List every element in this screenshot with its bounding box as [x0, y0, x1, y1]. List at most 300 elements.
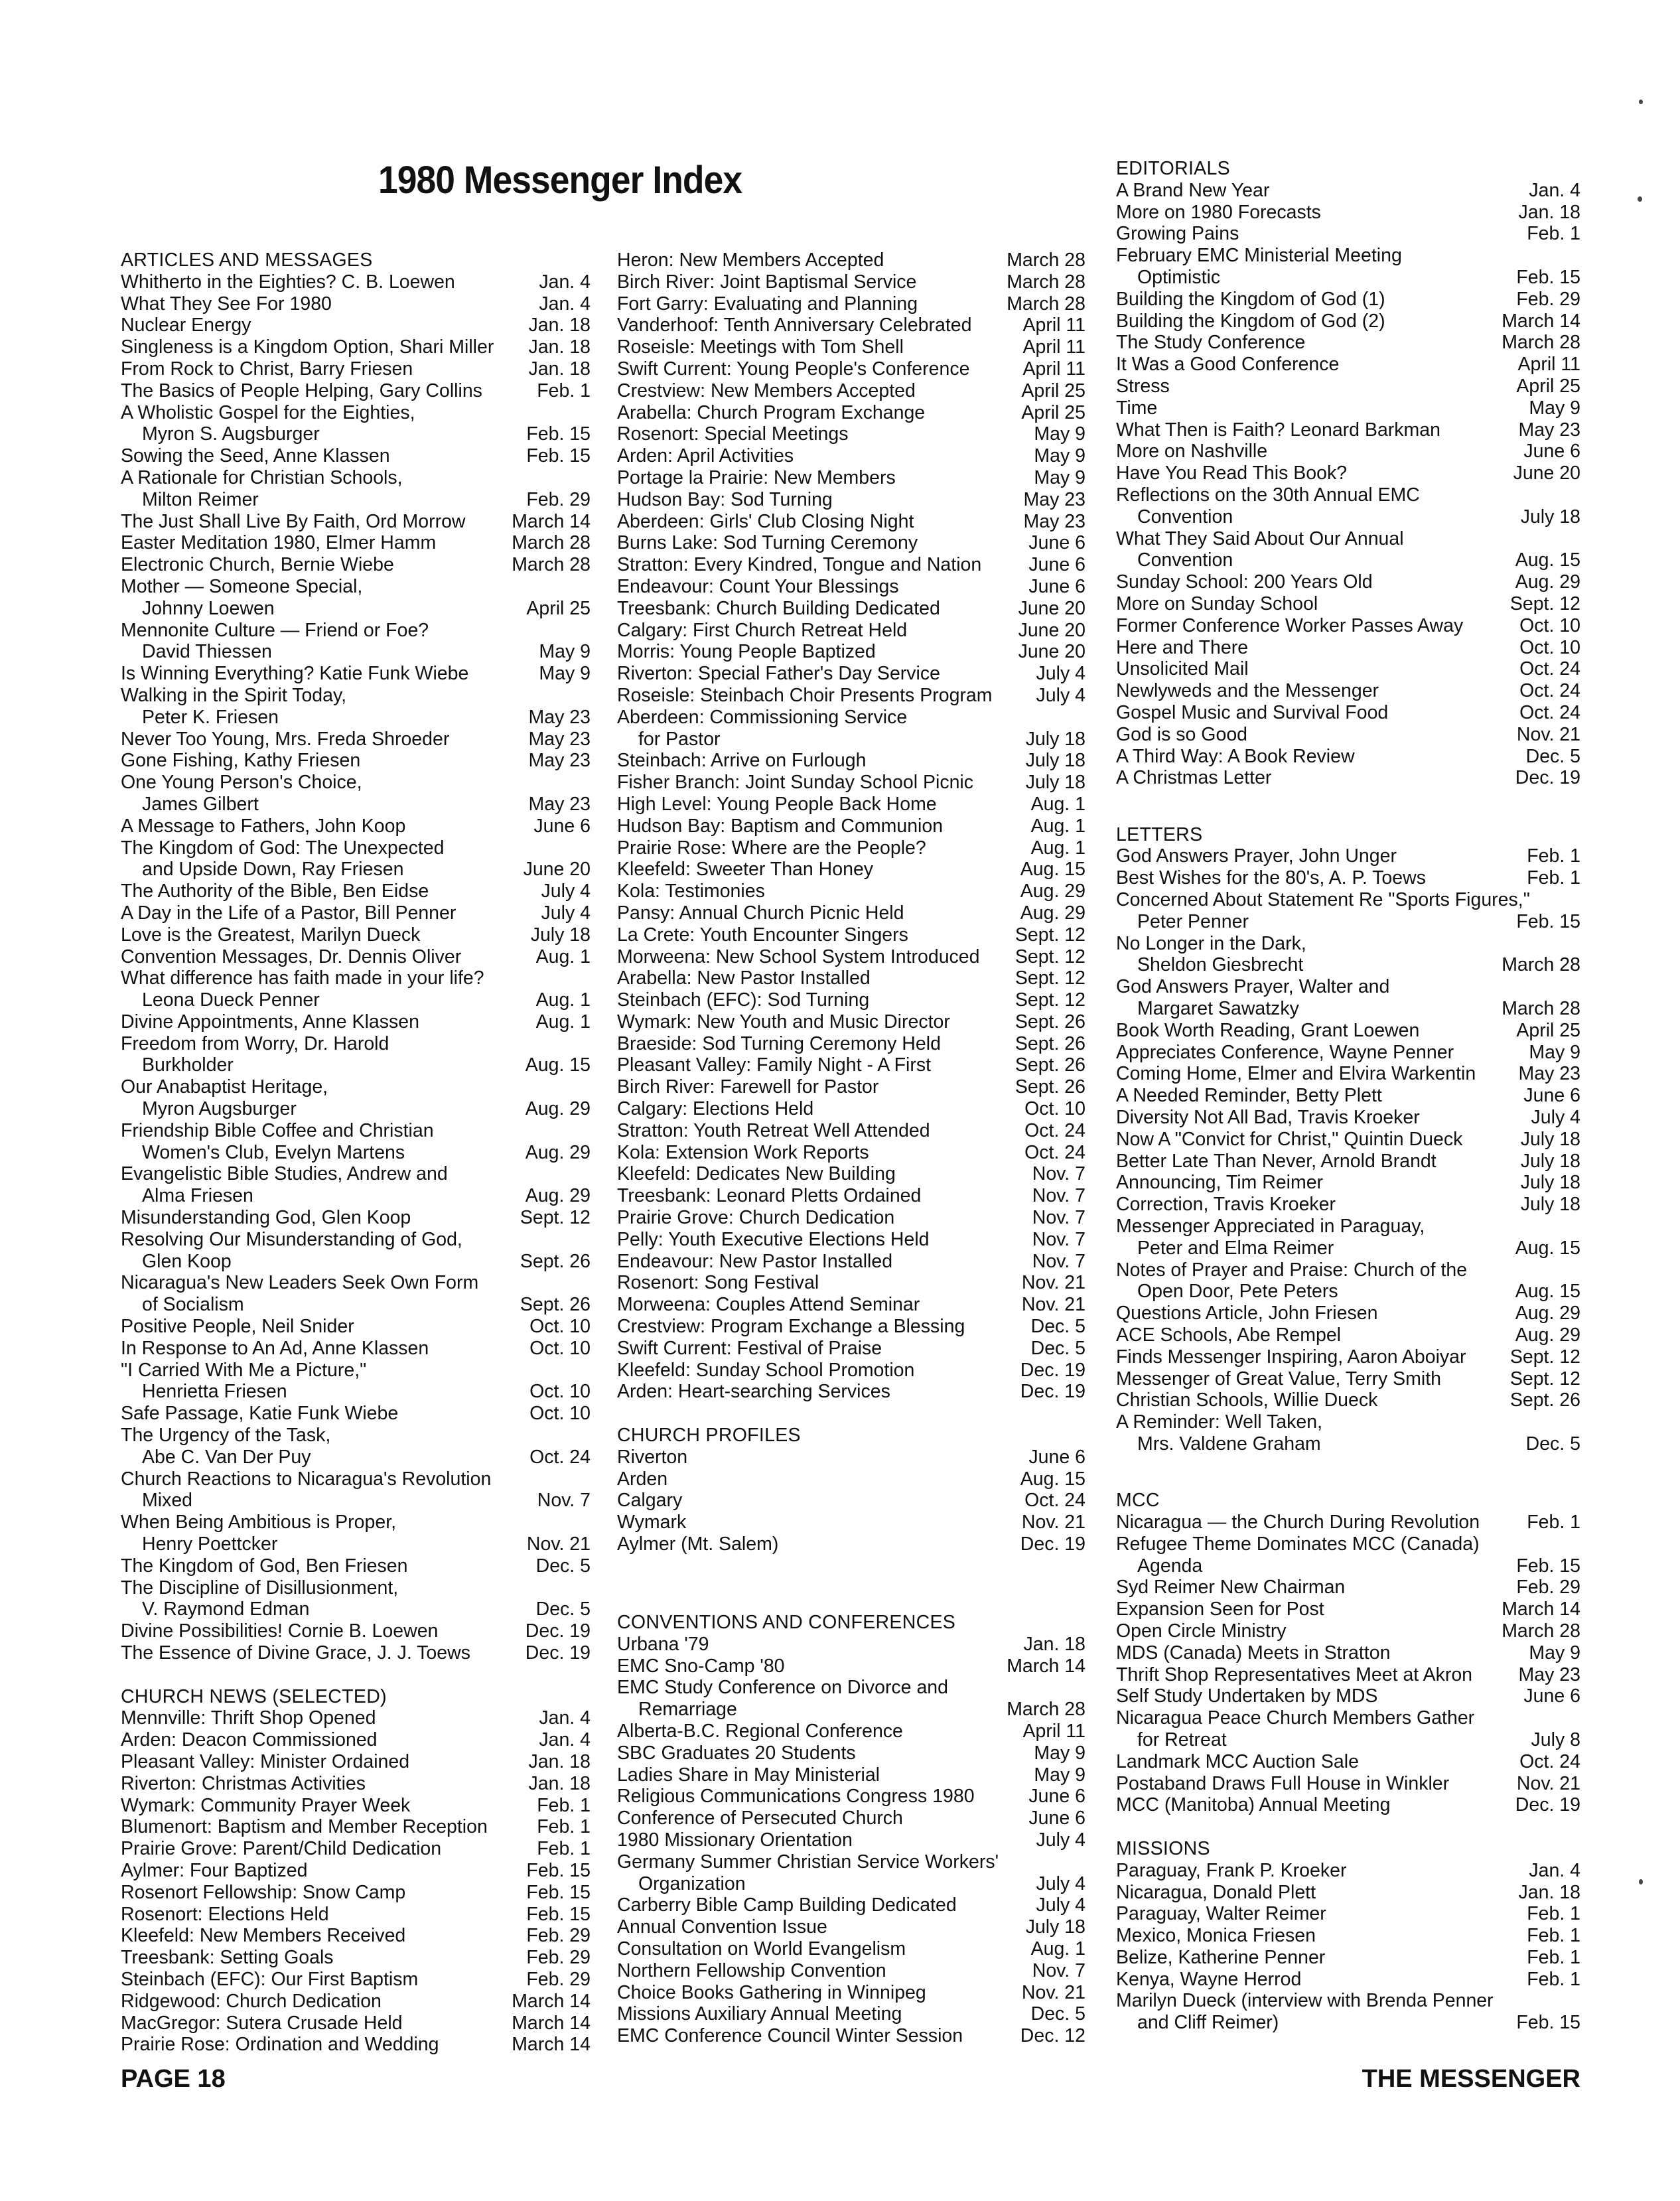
index-entry — [121, 315, 591, 336]
entry-date: Dec. 12 — [1020, 2025, 1085, 2047]
entry-title: Freedom from Worry, Dr. Harold — [121, 1032, 389, 1054]
entry-title: The Kingdom of God: The Unexpected — [121, 837, 445, 859]
entry-date: May 9 — [1034, 1764, 1085, 1786]
index-entry — [1116, 1882, 1580, 1904]
entry-date: Feb. 1 — [1527, 1968, 1580, 1990]
entry-title: Hudson Bay: Sod Turning — [617, 488, 833, 510]
entry-title: A Brand New Year — [1116, 179, 1270, 201]
entry-date: May 23 — [528, 750, 591, 772]
index-entry — [121, 2013, 591, 2034]
index-entry — [1116, 867, 1580, 889]
index-entry — [1116, 441, 1580, 462]
entry-title: What difference has faith made in your life? — [121, 967, 484, 989]
entry-date: July 4 — [1036, 1894, 1085, 1916]
index-entry — [121, 1338, 591, 1360]
entry-title: Reflections on the 30th Annual EMC — [1116, 484, 1420, 506]
entry-title: Our Anabaptist Heritage, — [121, 1076, 328, 1098]
index-entry — [617, 1982, 1085, 2004]
entry-date: Feb. 15 — [1516, 1555, 1580, 1577]
entry-title: Annual Convention Issue — [617, 1916, 827, 1938]
index-section — [617, 1425, 1085, 1555]
index-entry — [617, 1207, 1085, 1229]
index-entry — [1116, 637, 1580, 659]
entry-title: Calgary: First Church Retreat Held — [617, 619, 908, 641]
index-section — [121, 1686, 591, 2056]
entry-title: MacGregor: Sutera Crusade Held — [121, 2012, 403, 2034]
index-entry — [1116, 311, 1580, 332]
index-entry — [1116, 223, 1580, 245]
entry-title: Morweena: Couples Attend Seminar — [617, 1294, 920, 1316]
entry-title: Gone Fishing, Kathy Friesen — [121, 750, 361, 772]
index-entry — [1116, 289, 1580, 311]
entry-date: Nov. 7 — [1032, 1207, 1085, 1229]
entry-title: More on 1980 Forecasts — [1116, 201, 1321, 223]
entry-title: The Urgency of the Task, — [121, 1425, 331, 1447]
index-entry — [121, 1969, 591, 1991]
index-entry — [617, 576, 1085, 598]
index-entry — [121, 511, 591, 533]
entry-title-continued: Myron S. Augsburger — [142, 423, 320, 445]
index-entry — [1116, 1411, 1580, 1455]
entry-date: Oct. 10 — [1519, 636, 1580, 658]
entry-title: Convention Messages, Dr. Dennis Oliver — [121, 946, 462, 967]
index-section — [1116, 1490, 1580, 1816]
entry-title: What Then is Faith? Leonard Barkman — [1116, 419, 1440, 441]
entry-title: Vanderhoof: Tenth Anniversary Celebrated — [617, 315, 972, 336]
entry-date: May 23 — [1023, 488, 1085, 510]
entry-date: March 28 — [1007, 249, 1085, 271]
index-entry — [121, 1512, 591, 1555]
entry-date: March 28 — [1502, 997, 1580, 1019]
entry-date: June 6 — [1028, 532, 1085, 554]
entry-title-continued: Convention — [1137, 549, 1233, 571]
index-entry — [121, 358, 591, 380]
index-entry — [617, 1142, 1085, 1164]
entry-title: Better Late Than Never, Arnold Brandt — [1116, 1150, 1436, 1172]
entry-date: June 6 — [1028, 1786, 1085, 1808]
entry-date: March 28 — [1502, 1620, 1580, 1642]
entry-title: Time — [1116, 397, 1158, 419]
entry-title: Kleefeld: New Members Received — [121, 1925, 406, 1947]
entry-date: March 14 — [512, 1990, 591, 2012]
entry-title: Arabella: New Pastor Installed — [617, 967, 871, 989]
entry-date: Feb. 1 — [1527, 1511, 1580, 1533]
index-entry — [617, 1316, 1085, 1338]
entry-date: May 9 — [1529, 1041, 1580, 1063]
index-entry — [617, 1786, 1085, 1808]
entry-date: April 11 — [1022, 315, 1085, 336]
entry-title: Christian Schools, Willie Dueck — [1116, 1389, 1378, 1411]
index-entry — [121, 620, 591, 664]
index-entry — [121, 576, 591, 620]
index-entry — [617, 249, 1085, 271]
index-entry — [121, 1555, 591, 1577]
entry-title: "I Carried With Me a Picture," — [121, 1359, 367, 1381]
index-entry — [617, 1054, 1085, 1076]
entry-title: Wymark: New Youth and Music Director — [617, 1011, 950, 1032]
index-entry — [617, 1272, 1085, 1294]
entry-title-continued: Organization — [638, 1873, 746, 1894]
entry-title: God Answers Prayer, John Unger — [1116, 845, 1397, 867]
entry-title: Now A "Convict for Christ," Quintin Dueck — [1116, 1128, 1463, 1150]
index-entry — [1116, 245, 1580, 289]
entry-title: Calgary — [617, 1490, 683, 1512]
entry-date: Feb. 15 — [1516, 910, 1580, 932]
publication-name: THE MESSENGER — [1362, 2065, 1580, 2093]
section-heading: EDITORIALS — [1116, 158, 1230, 179]
entry-title: Steinbach (EFC): Our First Baptism — [121, 1968, 419, 1990]
entry-date: Aug. 1 — [1030, 837, 1085, 859]
index-entry — [617, 293, 1085, 315]
entry-date: Aug. 15 — [1020, 859, 1085, 881]
index-entry — [617, 1360, 1085, 1382]
entry-date: Oct. 10 — [1519, 614, 1580, 636]
index-entry — [617, 1512, 1085, 1533]
index-entry — [1116, 1598, 1580, 1620]
index-entry — [121, 1163, 591, 1207]
entry-date: April 11 — [1022, 358, 1085, 380]
entry-date: March 28 — [1502, 954, 1580, 976]
index-entry — [617, 271, 1085, 293]
entry-date: June 6 — [533, 815, 591, 837]
index-entry — [121, 924, 591, 946]
entry-title-continued: Mrs. Valdene Graham — [1137, 1433, 1321, 1455]
entry-title: Kleefeld: Sweeter Than Honey — [617, 859, 874, 881]
index-entry — [1116, 593, 1580, 615]
index-entry — [121, 1925, 591, 1947]
entry-title: La Crete: Youth Encounter Singers — [617, 924, 908, 946]
entry-title: A Reminder: Well Taken, — [1116, 1411, 1323, 1433]
entry-date: Sept. 26 — [1015, 1032, 1085, 1054]
entry-title: Steinbach: Arrive on Furlough — [617, 750, 867, 772]
scan-speck — [1639, 100, 1643, 104]
index-entry — [617, 467, 1085, 489]
index-entry — [617, 2025, 1085, 2047]
index-entry — [121, 837, 591, 881]
entry-date: Aug. 1 — [535, 1011, 591, 1032]
index-entry — [617, 1490, 1085, 1512]
entry-date: Dec. 19 — [1020, 1381, 1085, 1403]
index-entry — [617, 511, 1085, 533]
entry-date: Feb. 1 — [1527, 867, 1580, 889]
entry-date: Aug. 29 — [1515, 1324, 1580, 1346]
index-entry — [617, 1916, 1085, 1938]
entry-title: Swift Current: Festival of Praise — [617, 1337, 882, 1359]
entry-date: Sept. 12 — [1509, 1346, 1580, 1368]
entry-title: Arden — [617, 1468, 668, 1490]
section-heading: CHURCH NEWS (SELECTED) — [121, 1685, 387, 1707]
index-entry — [617, 1829, 1085, 1851]
entry-date: Aug. 15 — [1020, 1468, 1085, 1490]
entry-title-continued: Agenda — [1137, 1555, 1203, 1577]
entry-date: July 18 — [1520, 506, 1580, 528]
entry-date: Feb. 1 — [1527, 1925, 1580, 1947]
entry-date: Feb. 15 — [526, 423, 591, 445]
entry-date: May 23 — [528, 728, 591, 750]
index-section — [617, 1612, 1085, 2047]
entry-title-continued: Peter and Elma Reimer — [1137, 1237, 1334, 1259]
entry-date: May 9 — [539, 663, 591, 685]
entry-date: Jan. 4 — [539, 271, 591, 293]
index-entry — [1116, 1903, 1580, 1925]
index-entry — [121, 1860, 591, 1882]
entry-title: SBC Graduates 20 Students — [617, 1742, 856, 1764]
index-entry — [617, 663, 1085, 685]
entry-title: Fort Garry: Evaluating and Planning — [617, 293, 918, 315]
index-entry — [1116, 767, 1580, 789]
index-entry — [121, 1120, 591, 1164]
entry-title: In Response to An Ad, Anne Klassen — [121, 1337, 429, 1359]
entry-date: March 28 — [512, 554, 591, 576]
entry-date: June 6 — [1028, 554, 1085, 576]
entry-title: Northern Fellowship Convention — [617, 1959, 886, 1981]
entry-date: June 6 — [1523, 1685, 1580, 1707]
index-entry — [121, 1076, 591, 1120]
entry-title: Divine Appointments, Anne Klassen — [121, 1011, 419, 1032]
entry-date: Dec. 5 — [535, 1555, 591, 1577]
entry-date: July 18 — [530, 924, 591, 946]
entry-title: Pansy: Annual Church Picnic Held — [617, 902, 904, 924]
index-entry — [1116, 724, 1580, 746]
index-entry — [121, 380, 591, 402]
entry-title: Heron: New Members Accepted — [617, 249, 884, 271]
index-entry — [121, 293, 591, 315]
entry-title: More on Nashville — [1116, 441, 1268, 462]
index-entry — [1116, 1107, 1580, 1129]
entry-title-continued: Abe C. Van Der Puy — [142, 1446, 311, 1468]
entry-title: Ridgewood: Church Dedication — [121, 1990, 382, 2012]
entry-date: Aug. 1 — [1030, 793, 1085, 815]
entry-date: Sept. 12 — [1509, 593, 1580, 614]
index-entry — [617, 989, 1085, 1011]
entry-date: July 18 — [1025, 750, 1085, 772]
index-entry — [617, 445, 1085, 467]
entry-title: Wymark — [617, 1512, 687, 1533]
entry-date: Dec. 5 — [1030, 1337, 1085, 1359]
entry-date: Sept. 26 — [1015, 1011, 1085, 1032]
index-entry — [1116, 1389, 1580, 1411]
entry-date: Nov. 21 — [1021, 1272, 1085, 1294]
entry-title: Mexico, Monica Friesen — [1116, 1925, 1316, 1947]
entry-date: Dec. 19 — [1020, 1359, 1085, 1381]
index-entry — [617, 1894, 1085, 1916]
entry-title-continued: for Pastor — [638, 728, 721, 750]
entry-title: Paraguay, Walter Reimer — [1116, 1903, 1326, 1925]
entry-date: Nov. 21 — [1021, 1981, 1085, 2003]
entry-title: Blumenort: Baptism and Member Reception — [121, 1816, 488, 1838]
entry-date: Sept. 12 — [1015, 989, 1085, 1011]
entry-title: Messenger of Great Value, Terry Smith — [1116, 1368, 1441, 1389]
entry-date: Nov. 7 — [1032, 1228, 1085, 1250]
index-column-1 — [121, 249, 591, 2056]
entry-date: Dec. 19 — [1515, 767, 1580, 789]
entry-date: Feb. 15 — [526, 445, 591, 467]
entry-title: Misunderstanding God, Glen Koop — [121, 1207, 411, 1229]
entry-title: Self Study Undertaken by MDS — [1116, 1685, 1378, 1707]
entry-date: Feb. 15 — [526, 1859, 591, 1881]
entry-date: Oct. 24 — [1519, 1750, 1580, 1772]
entry-title: MCC (Manitoba) Annual Meeting — [1116, 1794, 1391, 1816]
index-entry — [121, 1403, 591, 1425]
entry-date: Oct. 10 — [529, 1381, 591, 1403]
entry-title: A Needed Reminder, Betty Plett — [1116, 1085, 1382, 1107]
entry-date: Feb. 1 — [1527, 223, 1580, 245]
entry-date: Feb. 15 — [1516, 266, 1580, 288]
entry-date: May 23 — [1023, 510, 1085, 532]
scan-speck — [1639, 1879, 1643, 1884]
index-entry — [121, 467, 591, 511]
entry-title: The Just Shall Live By Faith, Ord Morrow — [121, 510, 466, 532]
entry-title: Treesbank: Church Building Dedicated — [617, 597, 940, 619]
entry-title: Ladies Share in May Ministerial — [617, 1764, 880, 1786]
entry-title-continued: and Cliff Reimer) — [1137, 2012, 1279, 2034]
entry-date: April 25 — [1516, 1019, 1580, 1041]
index-entry — [121, 271, 591, 293]
index-entry — [617, 1634, 1085, 1656]
entry-date: Nov. 7 — [1032, 1185, 1085, 1207]
index-entry — [121, 1947, 591, 1969]
index-entry — [617, 1185, 1085, 1207]
entry-title: Questions Article, John Friesen — [1116, 1303, 1378, 1324]
entry-date: March 14 — [1502, 310, 1580, 332]
entry-title-continued: Burkholder — [142, 1054, 234, 1076]
entry-title: Birch River: Farewell for Pastor — [617, 1076, 879, 1098]
entry-date: Nov. 7 — [1032, 1959, 1085, 1981]
index-entry — [121, 1229, 591, 1273]
index-entry — [617, 902, 1085, 924]
index-entry — [617, 750, 1085, 772]
entry-date: Dec. 19 — [525, 1620, 591, 1642]
entry-title-continued: Sheldon Giesbrecht — [1137, 954, 1304, 976]
index-column-3 — [1116, 158, 1580, 2034]
entry-title: Steinbach (EFC): Sod Turning — [617, 989, 870, 1011]
index-entry — [617, 1381, 1085, 1403]
entry-date: Jan. 18 — [528, 315, 591, 336]
entry-title: Aylmer: Four Baptized — [121, 1859, 308, 1881]
entry-title: EMC Sno-Camp '80 — [617, 1655, 785, 1677]
entry-date: March 14 — [512, 2012, 591, 2034]
entry-title: MDS (Canada) Meets in Stratton — [1116, 1642, 1391, 1664]
entry-date: March 14 — [512, 2034, 591, 2056]
index-entry — [617, 315, 1085, 336]
entry-date: Jan. 4 — [1529, 179, 1580, 201]
index-entry — [121, 1882, 591, 1904]
entry-date: Oct. 24 — [1519, 658, 1580, 680]
index-entry — [1116, 1860, 1580, 1882]
index-entry — [1116, 1947, 1580, 1969]
entry-title: Positive People, Neil Snider — [121, 1316, 354, 1338]
entry-date: Feb. 29 — [526, 1968, 591, 1990]
index-entry — [1116, 889, 1580, 933]
entry-date: April 25 — [1021, 401, 1085, 423]
index-entry — [1116, 484, 1580, 528]
entry-title: Prairie Rose: Ordination and Wedding — [121, 2034, 439, 2056]
entry-title: Whitherto in the Eighties? C. B. Loewen — [121, 271, 455, 293]
index-entry — [1116, 1794, 1580, 1816]
entry-title: Nicaragua, Donald Plett — [1116, 1881, 1316, 1903]
index-entry — [121, 881, 591, 902]
index-entry — [617, 598, 1085, 620]
entry-title: Coming Home, Elmer and Elvira Warkentin — [1116, 1063, 1476, 1085]
entry-title-continued: and Upside Down, Ray Friesen — [142, 859, 404, 881]
index-entry — [617, 1120, 1085, 1142]
entry-title: The Kingdom of God, Ben Friesen — [121, 1555, 408, 1577]
entry-date: Aug. 15 — [525, 1054, 591, 1076]
entry-title: Arden: Heart-searching Services — [617, 1381, 890, 1403]
index-entry — [1116, 746, 1580, 768]
entry-title: A Message to Fathers, John Koop — [121, 815, 406, 837]
entry-date: July 18 — [1520, 1150, 1580, 1172]
entry-date: July 4 — [541, 881, 591, 902]
entry-title: Is Winning Everything? Katie Funk Wiebe — [121, 663, 469, 685]
index-entry — [617, 1533, 1085, 1555]
entry-title-continued: Alma Friesen — [142, 1185, 253, 1207]
index-entry — [1116, 1303, 1580, 1324]
index-entry — [121, 1316, 591, 1338]
entry-date: Aug. 29 — [525, 1098, 591, 1120]
entry-title: The Essence of Divine Grace, J. J. Toews — [121, 1642, 470, 1664]
entry-date: May 23 — [1518, 1063, 1580, 1085]
entry-date: Sept. 26 — [520, 1294, 591, 1316]
index-entry — [1116, 332, 1580, 354]
entry-title: Book Worth Reading, Grant Loewen — [1116, 1019, 1420, 1041]
section-heading: ARTICLES AND MESSAGES — [121, 249, 373, 271]
entry-date: Nov. 7 — [537, 1490, 591, 1512]
entry-date: April 25 — [1516, 375, 1580, 397]
entry-title-continued: David Thiessen — [142, 641, 272, 663]
entry-title-continued: for Retreat — [1137, 1729, 1227, 1750]
index-entry — [617, 532, 1085, 554]
entry-title: Kola: Extension Work Reports — [617, 1141, 869, 1163]
entry-title: Pelly: Youth Executive Elections Held — [617, 1228, 930, 1250]
index-entry — [121, 1033, 591, 1077]
index-entry — [1116, 1216, 1580, 1259]
index-entry — [617, 1808, 1085, 1829]
entry-date: Feb. 29 — [1516, 1577, 1580, 1598]
entry-date: Sept. 12 — [1015, 967, 1085, 989]
entry-date: Dec. 19 — [1020, 1533, 1085, 1555]
index-entry — [1116, 1042, 1580, 1064]
entry-title: Mother — Someone Special, — [121, 575, 363, 597]
entry-date: Sept. 12 — [1509, 1368, 1580, 1389]
entry-title-continued: Milton Reimer — [142, 488, 259, 510]
index-entry — [1116, 528, 1580, 572]
entry-date: March 14 — [1502, 1598, 1580, 1620]
entry-title: Electronic Church, Bernie Wiebe — [121, 554, 394, 576]
entry-title: Fisher Branch: Joint Sunday School Picnic — [617, 772, 974, 794]
entry-title: No Longer in the Dark, — [1116, 932, 1306, 954]
entry-date: June 6 — [1523, 1085, 1580, 1107]
index-entry — [617, 772, 1085, 794]
entry-title: Safe Passage, Katie Funk Wiebe — [121, 1403, 399, 1425]
entry-title: ACE Schools, Abe Rempel — [1116, 1324, 1342, 1346]
entry-date: July 18 — [1520, 1194, 1580, 1216]
index-entry — [617, 423, 1085, 445]
index-entry — [121, 750, 591, 772]
entry-date: Feb. 1 — [1527, 1903, 1580, 1925]
entry-title: Thrift Shop Representatives Meet at Akron — [1116, 1664, 1473, 1685]
entry-title: Religious Communications Congress 1980 — [617, 1786, 975, 1808]
index-entry — [617, 1163, 1085, 1185]
entry-title: The Basics of People Helping, Gary Collins — [121, 380, 482, 401]
entry-title: Notes of Prayer and Praise: Church of the — [1116, 1259, 1468, 1281]
entry-title: Nicaragua Peace Church Members Gather — [1116, 1707, 1475, 1729]
index-entry — [617, 1076, 1085, 1098]
entry-date: May 9 — [1034, 445, 1085, 467]
index-entry — [617, 946, 1085, 968]
entry-title: February EMC Ministerial Meeting — [1116, 245, 1402, 267]
index-entry — [617, 1677, 1085, 1721]
